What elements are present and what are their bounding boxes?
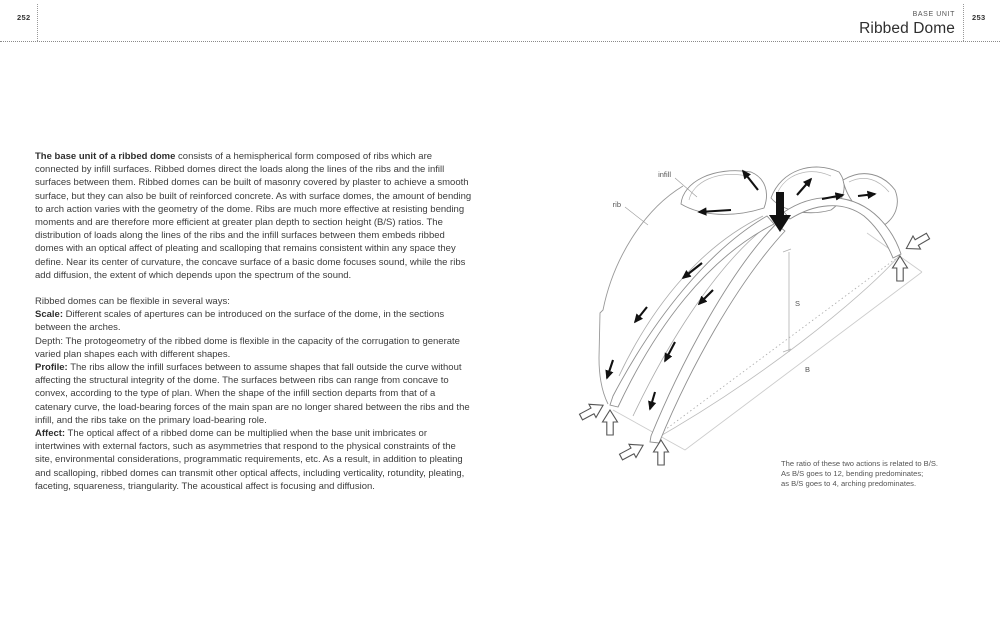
caption-line: As B/S goes to 12, bending predominates;	[781, 468, 924, 478]
infill-surface-edges	[619, 216, 772, 416]
ribbed-dome-diagram	[555, 148, 985, 493]
section-label: BASE UNIT	[912, 11, 955, 18]
page-number-right: 253	[972, 13, 986, 22]
header-rule	[0, 41, 1000, 42]
page-header	[859, 11, 955, 38]
article-text	[35, 150, 474, 493]
page-number-left: 252	[17, 13, 31, 22]
s-dimension-label: S	[795, 299, 801, 308]
left-silhouette	[599, 186, 683, 404]
caption-line: The ratio of these two actions is related to B/S.	[781, 459, 939, 468]
para-base-unit: The base unit of a ribbed dome consists of a hemispherical form composed of ribs which are connected by infill surfaces. Ribbed domes direct the loads along the lines of the ribs and the infill surfaces between them. Ribbed domes can be built of masonry covered by plaster to achieve a smooth surface, but they can also be built of reinforced concrete. As with surface domes, the amount of bending to arch action varies with the geometry of the dome. Ribs are much more effective at resisting bending moments and are therefore more efficient at greater plan depth to section height (B/S) ratios. The distribution of loads along the lines of the ribs and the infill surfaces between them embeds ribbed domes with an optical affect of pleating and scalloping that remains consistent within any space they define. Near its center of curvature, the concave surface of a basic dome focuses sound, while the ribs add diffusion, the extent of which depends upon the spectrum of the sound.	[35, 151, 472, 281]
caption-line: as B/S goes to 4, arching predominates.	[781, 478, 917, 488]
s-dimension-line	[783, 249, 791, 352]
flex-item-affect: Affect: The optical affect of a ribbed dome can be multiplied when the base unit imbricates or intertwines with external factors, such as asymmetries that respond to the physical constraints of the site, environmental considerations, programmatic requirements, etc. As a result, in addition to pleating and scalloping, ribbed domes can transmit other optical affects, including verticality, rotundity, pleating, faceting, squareness, triangularity. The acoustical affect is focusing and diffusion.	[35, 428, 465, 492]
flex-item-profile: Profile: The ribs allow the infill surfaces between to assume shapes that fall outside the curve without affecting the structural integrity of the dome. The surfaces between ribs can range from concave to convex, according to the type of plan. When the shape of the infill section departs from that of a catenary curve, the load-bearing forces of the main span are no longer shared between the ribs and the infill, and the ribs take on the primary load-bearing role.	[35, 362, 470, 426]
flex-item-scale: Scale: Different scales of apertures can be introduced on the surface of the dome, in the sections between the arches.	[35, 309, 445, 334]
b-dimension-label: B	[805, 365, 811, 374]
paragraph-spacer	[35, 282, 474, 295]
page-title: Ribbed Dome	[859, 20, 955, 37]
figure-caption	[781, 459, 1000, 488]
para-lead: The base unit of a ribbed dome	[35, 151, 176, 162]
rib-label: rib	[612, 200, 621, 209]
flex-intro: Ribbed domes can be flexible in several ways:	[35, 296, 230, 308]
header-divider-left	[37, 4, 38, 41]
flex-item-depth: Depth: The protogeometry of the ribbed dome is flexible in the capacity of the corrugation to generate varied plan shapes each with different shapes.	[35, 335, 460, 360]
header-divider-right	[963, 4, 964, 41]
infill-label: infill	[658, 170, 671, 179]
